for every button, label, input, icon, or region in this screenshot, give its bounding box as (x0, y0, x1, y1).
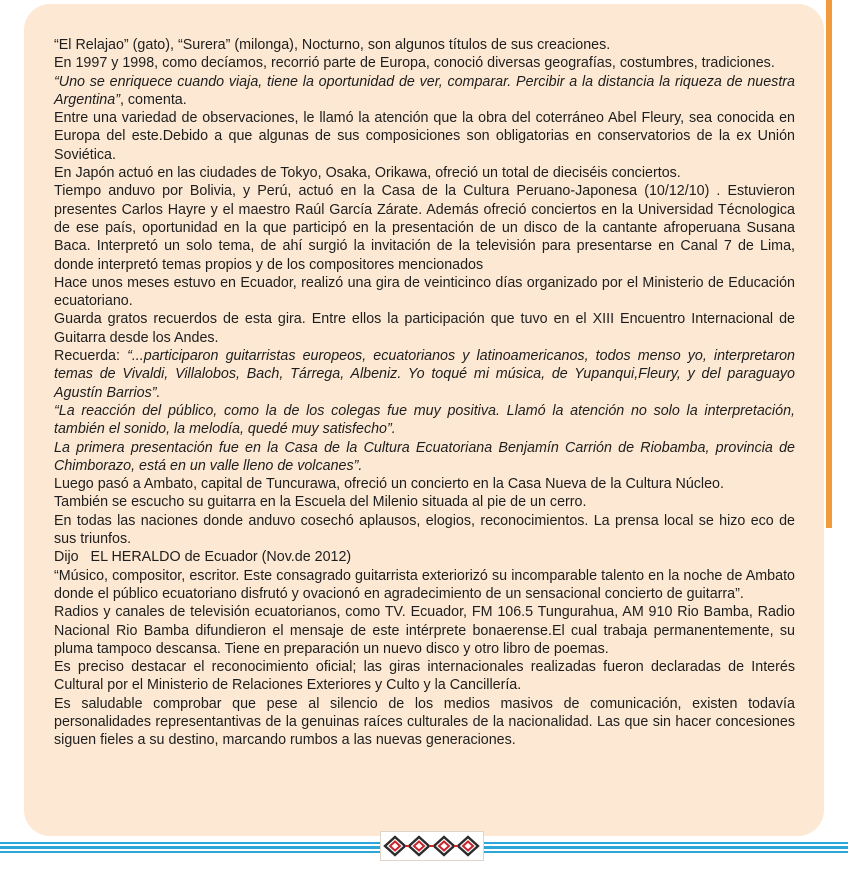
paragraph-text: Recuerda: (54, 348, 128, 365)
paragraph-10 (54, 402, 795, 439)
quote-text: La primera presentación fue en la Casa de la Cultura Ecuatoriana Benjamín Carrión de Riobamba, provincia de Chimborazo, está en un valle lleno de volcanes”. (54, 439, 795, 474)
paragraph-19 (54, 695, 795, 750)
paragraph-15 (54, 548, 795, 566)
paragraph-text: Hace unos meses estuvo en Ecuador, realizó una gira de veinticinco días organizado por el Ministerio de Educación ecuatoriano. (54, 274, 795, 310)
paragraph-text: En Japón actuó en las ciudades de Tokyo, Osaka, Orikawa, ofreció un total de dieciséis conciertos. (54, 165, 681, 182)
paragraph-4 (54, 109, 795, 164)
quote-text: “...participaron guitarristas europeos, ecuatorianos y latinoamericanos, todos menso yo, interpretaron temas de Vivaldi, Villalobos, Bach, Tárrega, Albeniz. Yo toqué mi música, de Yupanqui,Fleury, y del paraguayo Agustín Barrios”. (54, 348, 795, 401)
paragraph-text: Guarda gratos recuerdos de esta gira. Entre ellos la participación que tuvo en el XIII Encuentro Internacional de Guitarra desde los Andes. (54, 311, 795, 346)
quote-text: “Uno se enriquece cuando viaja, tiene la oportunidad de ver, comparar. Percibir a la distancia la riqueza de nuestra Argentina” (54, 73, 795, 108)
paragraph-2 (54, 54, 795, 72)
paragraph-text: , comenta. (119, 91, 187, 108)
paragraph-text: Es preciso destacar el reconocimiento oficial; las giras internacionales realizadas fueron declaradas de Interés Cultural por el Ministerio de Relaciones Exteriores y Culto y la Cancillería. (54, 659, 795, 694)
accent-side-bar (826, 0, 832, 528)
paragraph-14 (54, 512, 795, 549)
quote-text: “La reacción del público, como la de los colegas fue muy positiva. Llamó la atención no solo la interpretación, también el sonido, la melodía, quedé muy satisfecho”. (54, 402, 795, 438)
paragraph-text: Entre una variedad de observaciones, le llamó la atención que la obra del coterráneo Abel Fleury, sea conocida en Europa del este.Debido a que algunas de sus composiciones son obligatorias en conservatorios de la ex Unión Soviética. (54, 110, 795, 163)
paragraph-9 (54, 347, 795, 402)
paragraph-16 (54, 567, 795, 604)
paragraph-text: Es saludable comprobar que pese al silencio de los medios masivos de comunicación, existen todavía personalidades representantivas de la genuinas raíces culturales de la nacionalidad. Las que sin hacer concesiones siguen fieles a su destino, marcando rumbos a las nuevas generaciones. (54, 695, 795, 749)
paragraph-1 (54, 36, 795, 54)
paragraph-12 (54, 475, 795, 493)
paragraph-3 (54, 73, 795, 110)
paragraph-6 (54, 182, 795, 273)
paragraph-5 (54, 164, 795, 182)
andean-pattern-icon (380, 831, 484, 861)
paragraph-text: Luego pasó a Ambato, capital de Tuncurawa, ofreció un concierto en la Casa Nueva de la Cultura Núcleo. (54, 476, 724, 493)
paragraph-11 (54, 439, 795, 476)
paragraph-text: En 1997 y 1998, como decíamos, recorrió parte de Europa, conoció diversas geografías, costumbres, tradiciones. (54, 55, 775, 72)
paragraph-8 (54, 310, 795, 347)
article-body (54, 36, 795, 750)
paragraph-text: Tiempo anduvo por Bolivia, y Perú, actuó en la Casa de la Cultura Peruano-Japonesa (10/12/10) . Estuvieron presentes Carlos Hayre y el maestro Raúl García Zárate. Además ofreció conciertos en la Universidad Técnologica de ese país, oportunidad en la que participó en la presentación de un disco de la cantante afroperuana Susana Baca. Interpretó un solo tema, de ahí surgió la invitación de la televisión para presentarse en Canal 7 de Lima, donde interpretó temas propios y de los compositores mencionados (54, 183, 795, 273)
paragraph-13 (54, 493, 795, 511)
paragraph-text: Radios y canales de televisión ecuatorianos, como TV. Ecuador, FM 106.5 Tungurahua, AM 910 Rio Bamba, Radio Nacional Rio Bamba difundieron el mensaje de este intérprete bonaerense.El cual trabaja permanentemente, su pluma tampoco descansa. Tiene en preparación un nuevo disco y otro libro de poemas. (54, 604, 795, 657)
paragraph-text: También se escucho su guitarra en la Escuela del Milenio situada al pie de un cerro. (54, 494, 587, 511)
paragraph-17 (54, 603, 795, 658)
andean-pattern-svg (381, 832, 483, 860)
paragraph-18 (54, 658, 795, 695)
paragraph-text: En todas las naciones donde anduvo cosechó aplausos, elogios, reconocimientos. La prensa local se hizo eco de sus triunfos. (54, 512, 795, 548)
paragraph-text: Dijo EL HERALDO de Ecuador (Nov.de 2012) (54, 549, 352, 566)
paragraph-7 (54, 274, 795, 311)
paragraph-text: “Músico, compositor, escritor. Este consagrado guitarrista exteriorizó su incomparable talento en la noche de Ambato donde el público ecuatoriano disfrutó y ovacionó en agradecimiento de un sensacional concierto de guitarra”. (54, 567, 795, 602)
paragraph-text: “El Relajao” (gato), “Surera” (milonga), Nocturno, son algunos títulos de sus creaciones. (54, 37, 611, 53)
